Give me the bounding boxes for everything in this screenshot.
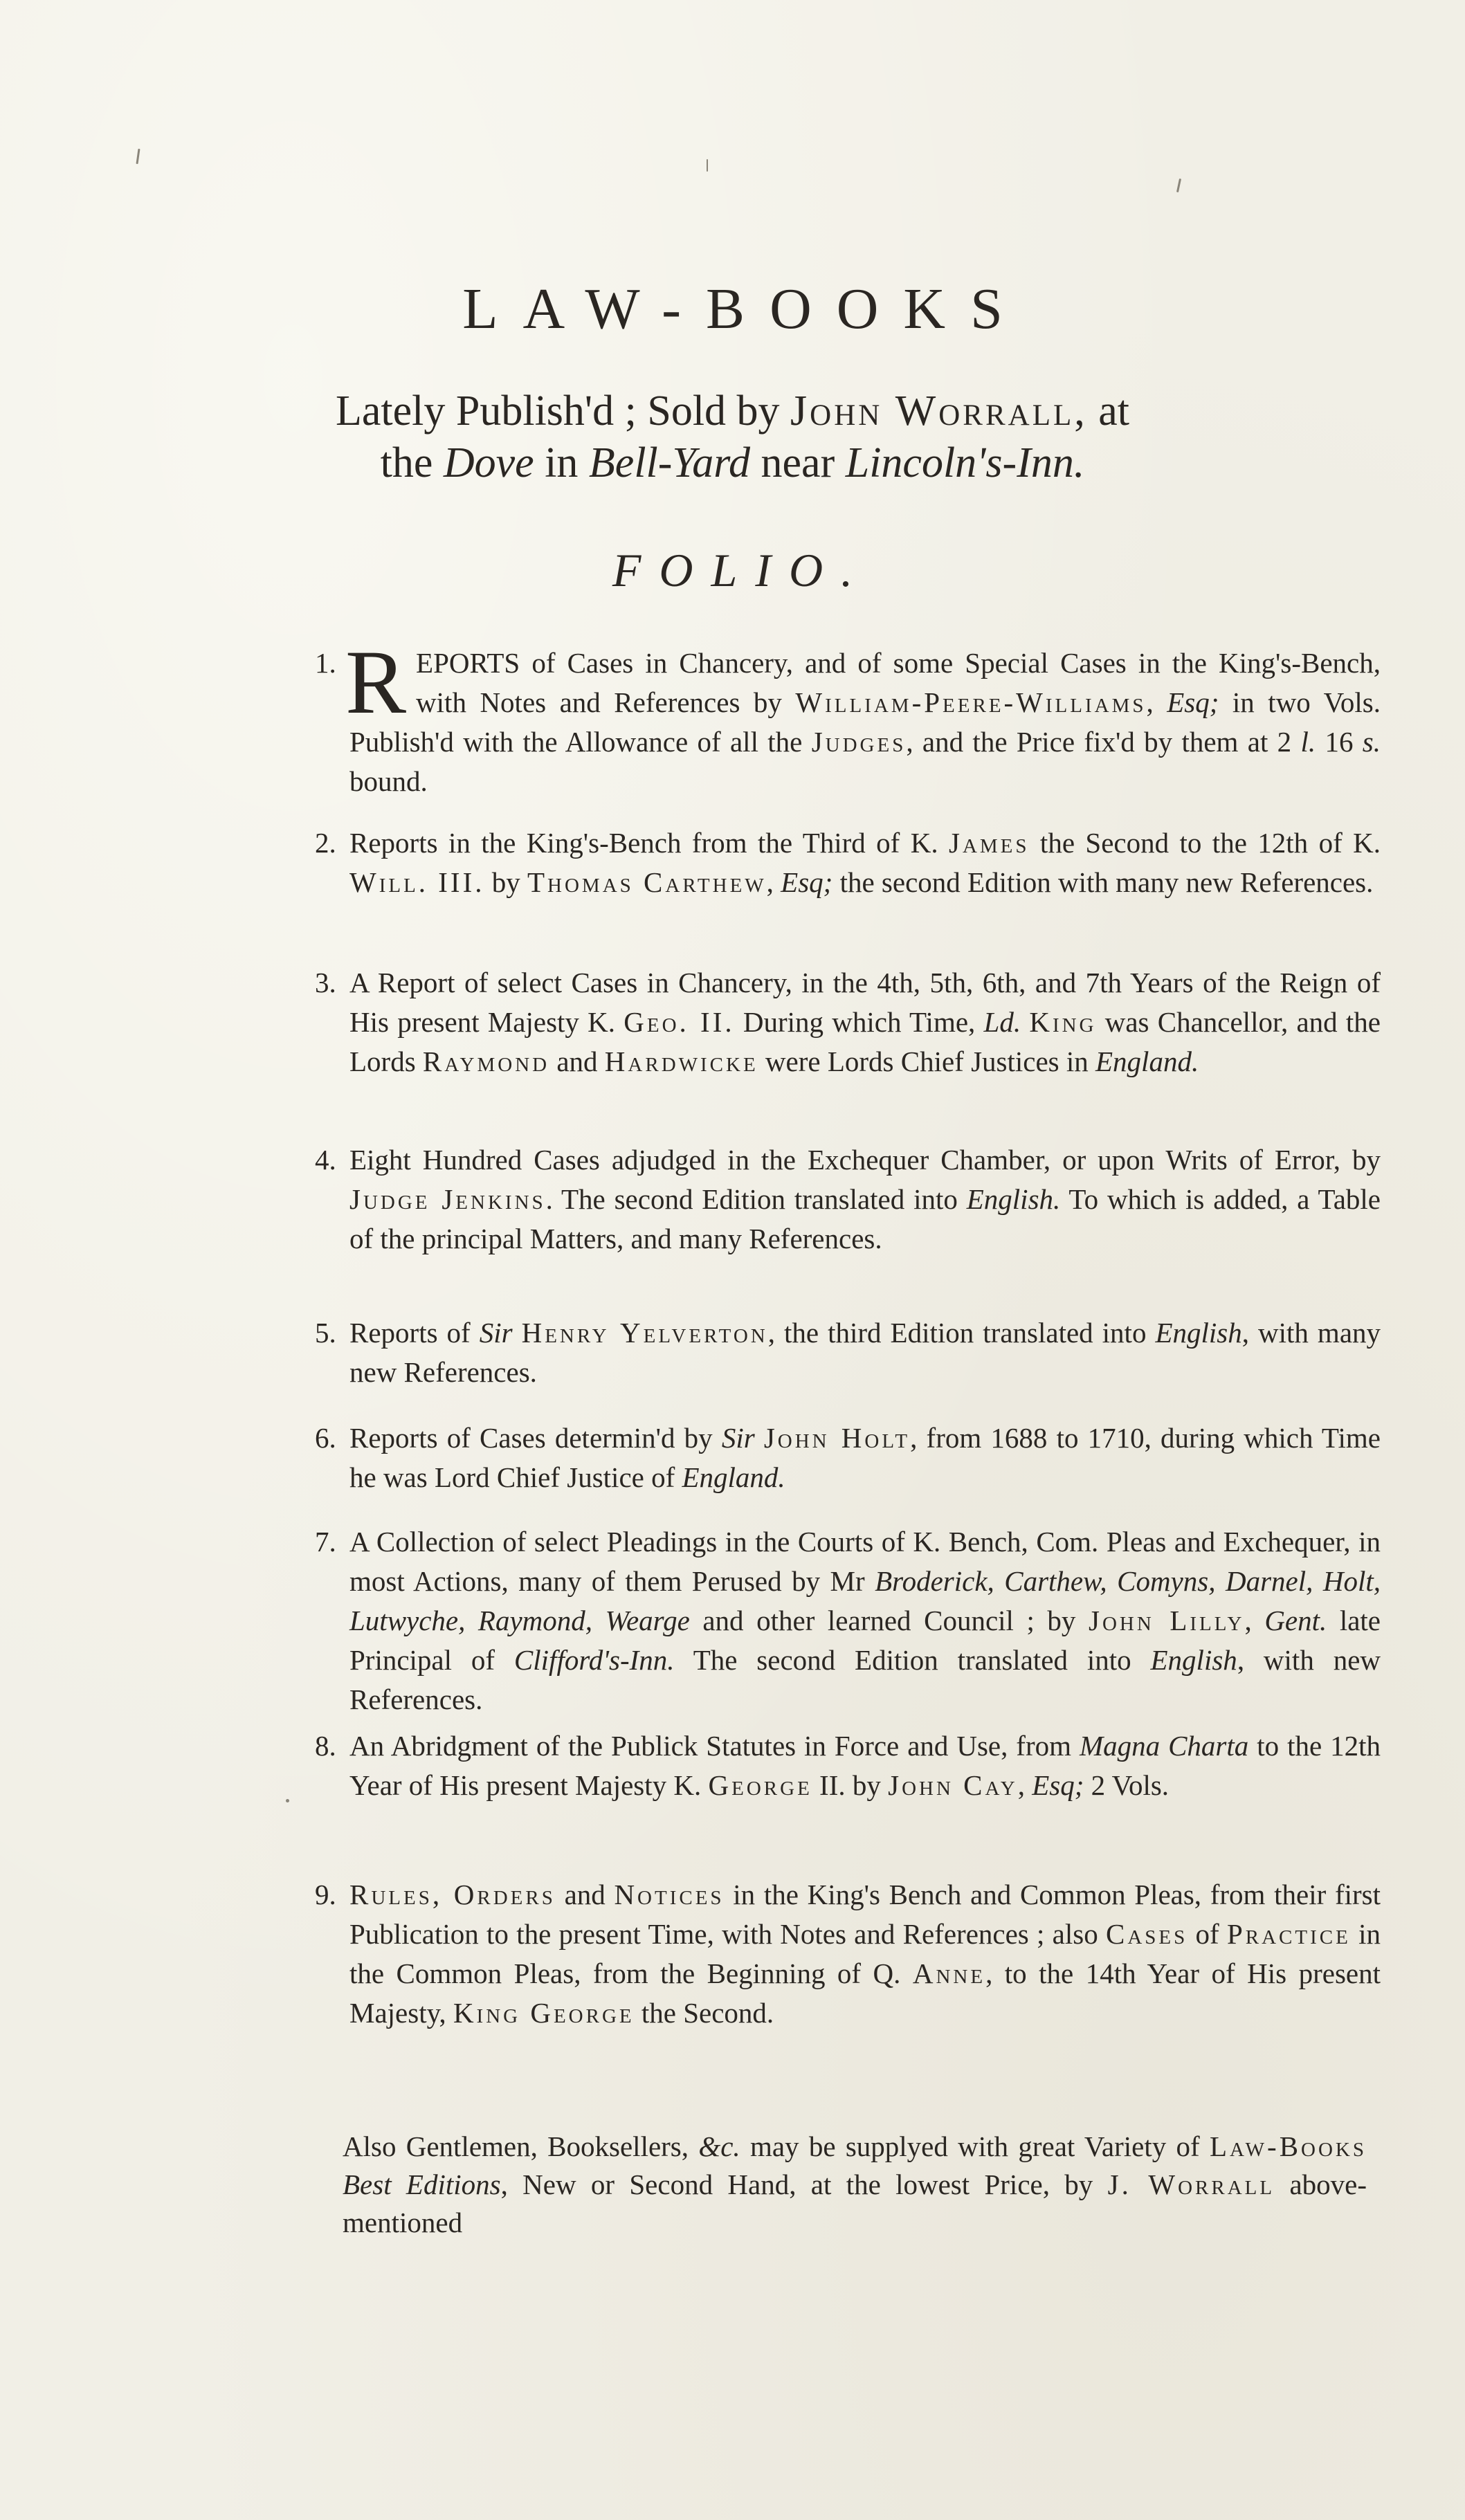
- body-text: EPORTS of Cases in Chancery, and of some Special Cases in the King's-Bench, with Notes and References by: [416, 647, 1381, 718]
- book-entry: [315, 823, 1381, 902]
- proper-name-text: Practice: [1226, 1918, 1351, 1950]
- italic-text: Best Editions: [343, 2169, 501, 2200]
- body-text: 2 Vols.: [1084, 1769, 1170, 1801]
- italic-text: English.: [966, 1183, 1061, 1215]
- italic-text: l.: [1300, 726, 1316, 758]
- book-entry: [315, 1313, 1381, 1392]
- entry-number: 6.: [315, 1422, 336, 1454]
- proper-name-text: Anne: [912, 1957, 986, 1989]
- street-name: Bell-Yard: [588, 439, 751, 486]
- proper-name-text: Cases: [1106, 1918, 1188, 1950]
- italic-text: Gent.: [1264, 1605, 1327, 1636]
- italic-text: Clifford's-Inn.: [513, 1644, 675, 1676]
- italic-text: &c.: [698, 2130, 740, 2162]
- body-text: Eight Hundred Cases adjudged in the Exchequer Chamber, or upon Writs of Error, by: [349, 1144, 1381, 1176]
- closing-notice: [343, 2128, 1367, 2242]
- shop-sign: Dove: [443, 439, 534, 486]
- body-text: by: [484, 866, 527, 898]
- italic-text: England.: [1095, 1046, 1199, 1077]
- subtitle-text: in: [545, 439, 579, 486]
- drop-cap: R: [345, 631, 407, 733]
- section-heading: FOLIO.: [612, 544, 871, 596]
- proper-name-text: John Cay: [888, 1769, 1018, 1801]
- subtitle-line-1: [0, 387, 1465, 435]
- italic-text: Esq;: [781, 866, 833, 898]
- body-text: the Second to the 12th of K.: [1029, 827, 1381, 859]
- bookseller-name: John Worrall,: [790, 387, 1088, 435]
- proper-name-text: Will. III.: [349, 866, 485, 898]
- italic-text: Sir: [479, 1317, 513, 1349]
- italic-text: English: [1155, 1317, 1242, 1349]
- proper-name-text: Geo. II.: [624, 1006, 735, 1038]
- proper-name-text: John Holt: [763, 1422, 911, 1454]
- entry-number: 9.: [315, 1879, 336, 1910]
- body-text: A Report of select Cases in Chancery, in the 4th, 5th, 6th, and 7th Years of the Reign of His present Majesty K.: [349, 967, 1381, 1038]
- body-text: [513, 1317, 522, 1349]
- landmark-name: Lincoln's-Inn.: [845, 439, 1085, 486]
- paper-mark: [136, 149, 140, 164]
- book-entry: [315, 1418, 1381, 1497]
- body-text: and: [549, 1046, 605, 1077]
- proper-name-text: Hardwicke: [604, 1046, 758, 1077]
- body-text: [755, 1422, 764, 1454]
- proper-name-text: William-Peere-Williams: [795, 686, 1147, 718]
- body-text: , and the Price fix'd by them at 2: [906, 726, 1301, 758]
- italic-text: Sir: [721, 1422, 755, 1454]
- book-entry: [315, 631, 1381, 801]
- body-text: 16: [1316, 726, 1363, 758]
- entry-number: 1.: [315, 647, 336, 679]
- proper-name-text: James: [949, 827, 1030, 859]
- proper-name-text: Notices: [614, 1879, 725, 1910]
- entry-number: 7.: [315, 1526, 336, 1558]
- body-text: To which is added, a Table of the principal Matters, and many References.: [349, 1183, 1381, 1254]
- proper-name-text: Raymond: [422, 1046, 550, 1077]
- entry-number: 3.: [315, 967, 336, 998]
- body-text: above-mentioned: [343, 2169, 1367, 2238]
- body-text: ,: [1244, 1605, 1265, 1636]
- book-entry: [315, 1140, 1381, 1259]
- proper-name-text: King: [1029, 1006, 1097, 1038]
- proper-name-text: John Lilly: [1088, 1605, 1245, 1636]
- body-text: the second Edition with many new References.: [832, 866, 1374, 898]
- proper-name-text: Law-Books: [1210, 2130, 1367, 2162]
- body-text: The second Edition translated into: [674, 1644, 1151, 1676]
- proper-name-text: J. Worrall: [1107, 2169, 1275, 2200]
- italic-text: Ld.: [983, 1006, 1021, 1038]
- italic-text: Broderick, Carthew, Comyns, Darnel, Holt, Lutwyche, Raymond, Wearge: [349, 1565, 1381, 1636]
- body-text: , New or Second Hand, at the lowest Price, by: [500, 2169, 1108, 2200]
- body-text: A Collection of select Pleadings in the Courts of K. Bench, Com. Pleas and Exchequer, in most Actions, many of them Perused by Mr: [349, 1526, 1381, 1597]
- subtitle-line-2: [0, 439, 1465, 486]
- italic-text: Esq;: [1167, 686, 1219, 718]
- body-text: During which Time,: [734, 1006, 984, 1038]
- body-text: were Lords Chief Justices in: [758, 1046, 1096, 1077]
- body-text: and: [555, 1879, 615, 1910]
- paper-mark: [1176, 179, 1181, 192]
- subtitle-text: the: [380, 439, 433, 486]
- subtitle-text: at: [1098, 387, 1129, 435]
- entry-number: 4.: [315, 1144, 336, 1176]
- book-entry: [315, 963, 1381, 1081]
- body-text: Reports of Cases determin'd by: [349, 1422, 722, 1454]
- italic-text: Magna Charta: [1079, 1730, 1249, 1762]
- italic-text: s.: [1362, 726, 1381, 758]
- body-text: , to the 14th Year of His present Majesty,: [349, 1957, 1381, 2029]
- proper-name-text: Henry Yelverton: [521, 1317, 768, 1349]
- body-text: Reports of: [349, 1317, 480, 1349]
- body-text: ,: [1017, 1769, 1032, 1801]
- book-entry: [315, 1875, 1381, 2033]
- proper-name-text: Thomas Carthew: [527, 866, 767, 898]
- book-entry: [315, 1522, 1381, 1719]
- body-text: in the Common Pleas, from the Beginning of Q.: [349, 1918, 1381, 1989]
- body-text: , the third Edition translated into: [767, 1317, 1156, 1349]
- body-text: , with new References.: [349, 1644, 1381, 1715]
- italic-text: England.: [682, 1461, 785, 1493]
- body-text: An Abridgment of the Publick Statutes in Force and Use, from: [349, 1730, 1080, 1762]
- proper-name-text: King George: [453, 1997, 635, 2029]
- body-text: , with many new References.: [349, 1317, 1381, 1388]
- book-entry: [315, 1726, 1381, 1805]
- body-text: II. by: [812, 1769, 889, 1801]
- body-text: and other learned Council ; by: [689, 1605, 1089, 1636]
- body-text: in two Vols. Publish'd with the Allowance of all the: [349, 686, 1381, 758]
- body-text: may be supplyed with great Variety of: [740, 2130, 1210, 2162]
- body-text: Reports in the King's-Bench from the Third of K.: [349, 827, 949, 859]
- proper-name-text: Judges: [811, 726, 907, 758]
- body-text: [1021, 1006, 1029, 1038]
- proper-name-text: Judge Jenkins: [349, 1183, 546, 1215]
- body-text: in the King's Bench and Common Pleas, from their first Publication to the present Time, with Notes and References ; also: [349, 1879, 1381, 1950]
- body-text: , from 1688 to 1710, during which Time he was Lord Chief Justice of: [349, 1422, 1381, 1493]
- subtitle-text: near: [761, 439, 835, 486]
- body-text: of: [1188, 1918, 1227, 1950]
- proper-name-text: George: [708, 1769, 812, 1801]
- entry-number: 8.: [315, 1730, 336, 1762]
- entry-number: 2.: [315, 827, 336, 859]
- body-text: late Principal of: [349, 1605, 1381, 1676]
- entry-number: 5.: [315, 1317, 336, 1349]
- paper-mark: [707, 159, 708, 172]
- proper-name-text: Rules, Orders: [349, 1879, 556, 1910]
- body-text: . The second Edition translated into: [545, 1183, 967, 1215]
- page-title: LAW-BOOKS: [462, 277, 1028, 341]
- paper-mark: [286, 1799, 289, 1802]
- body-text: was Chancellor, and the Lords: [349, 1006, 1381, 1077]
- italic-text: Esq;: [1032, 1769, 1084, 1801]
- body-text: bound.: [349, 765, 428, 797]
- body-text: ,: [766, 866, 781, 898]
- body-text: ,: [1146, 686, 1167, 718]
- body-text: to the 12th Year of His present Majesty K.: [349, 1730, 1381, 1801]
- subtitle-text: Lately Publish'd ; Sold by: [336, 387, 780, 435]
- body-text: Also Gentlemen, Booksellers,: [343, 2130, 699, 2162]
- body-text: the Second.: [634, 1997, 774, 2029]
- italic-text: English: [1150, 1644, 1237, 1676]
